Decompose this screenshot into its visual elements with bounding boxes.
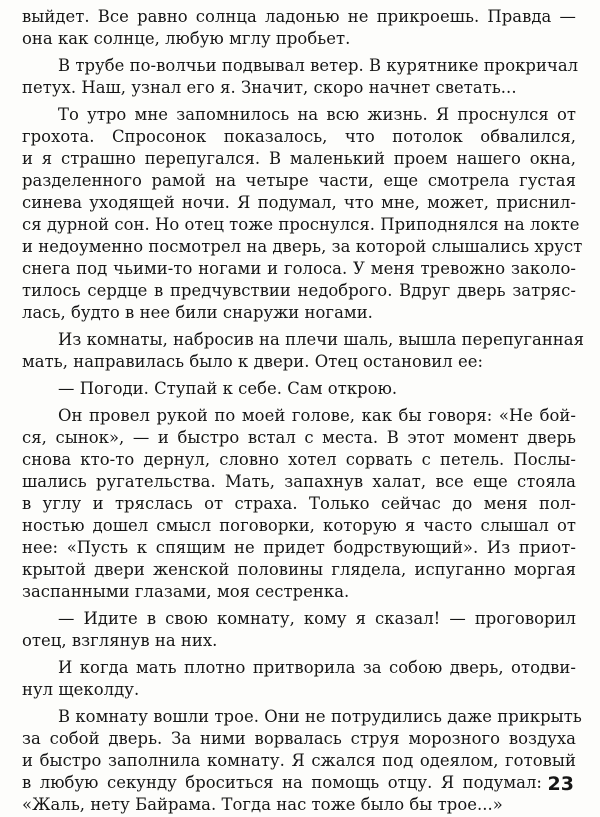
text-line: Он провел рукой по моей голове, как бы говоря: «Не бой- <box>58 406 576 425</box>
text-line: снова кто-то дернул, словно хотел сорвать с петель. Послы- <box>22 450 576 469</box>
text-line: ся, сынок», — и быстро встал с места. В этот момент дверь <box>22 428 576 447</box>
text-line: шались ругательства. Мать, запахнув халат, все еще стояла <box>22 472 576 491</box>
text-line: Из комнаты, набросив на плечи шаль, вышла перепуганная <box>58 330 584 349</box>
text-line: мать, направилась было к двери. Отец остановил ее: <box>22 352 484 371</box>
text-line: тилось сердце в предчувствии недоброго. Вдруг дверь затряс- <box>22 281 576 300</box>
text-line: «Жаль, нету Байрама. Тогда нас тоже было бы трое...» <box>22 795 503 814</box>
text-line: нул щеколду. <box>22 680 140 699</box>
text-line: отец, взглянув на них. <box>22 631 218 650</box>
text-line: грохота. Спросонок показалось, что потолок обвалился, <box>22 127 576 146</box>
text-line: синева уходящей ночи. Я подумал, что мне, может, приснил- <box>22 193 576 212</box>
text-line: снега под чьими-то ногами и голоса. У меня тревожно заколо- <box>22 259 576 278</box>
text-line: ся дурной сон. Но отец тоже проснулся. Приподнялся на локте <box>22 215 580 234</box>
text-line: То утро мне запомнилось на всю жизнь. Я проснулся от <box>58 105 576 124</box>
text-line: В комнату вошли трое. Они не потрудились даже прикрыть <box>58 707 582 726</box>
text-line: в углу и тряслась от страха. Только сейчас до меня пол- <box>22 494 576 513</box>
text-line: и недоуменно посмотрел на дверь, за которой слышались хруст <box>22 237 583 256</box>
text-line: петух. Наш, узнал его я. Значит, скоро начнет светать... <box>22 78 517 97</box>
text-line: крытой двери женской половины глядела, испуганно моргая <box>22 560 576 579</box>
text-line: разделенного рамой на четыре части, еще смотрела густая <box>22 171 576 190</box>
text-line: за собой дверь. За ними ворвалась струя морозного воздуха <box>22 729 576 748</box>
text-line: — Идите в свою комнату, кому я сказал! — проговорил <box>58 609 576 628</box>
text-line: в любую секунду броситься на помощь отцу. Я подумал: <box>22 773 542 792</box>
text-line: И когда мать плотно притворила за собою дверь, отодви- <box>58 658 576 677</box>
text-line: и быстро заполнила комнату. Я сжался под одеялом, готовый <box>22 751 576 770</box>
text-line: ностью дошел смысл поговорки, которую я часто слышал от <box>22 516 576 535</box>
text-line: она как солнце, любую мглу пробьет. <box>22 29 351 48</box>
text-line: — Погоди. Ступай к себе. Сам открою. <box>58 379 398 398</box>
text-line: выйдет. Все равно солнца ладонью не прикроешь. Правда — <box>22 7 576 26</box>
text-line: В трубе по-волчьи подвывал ветер. В курятнике прокричал <box>58 56 579 75</box>
page-number: 23 <box>547 773 574 795</box>
text-line: заспанными глазами, моя сестренка. <box>22 582 350 601</box>
text-line: нее: «Пусть к спящим не придет бодрствующий». Из приот- <box>22 538 576 557</box>
text-line: лась, будто в нее били снаружи ногами. <box>22 303 373 322</box>
text-line: и я страшно перепугался. В маленький проем нашего окна, <box>22 149 576 168</box>
